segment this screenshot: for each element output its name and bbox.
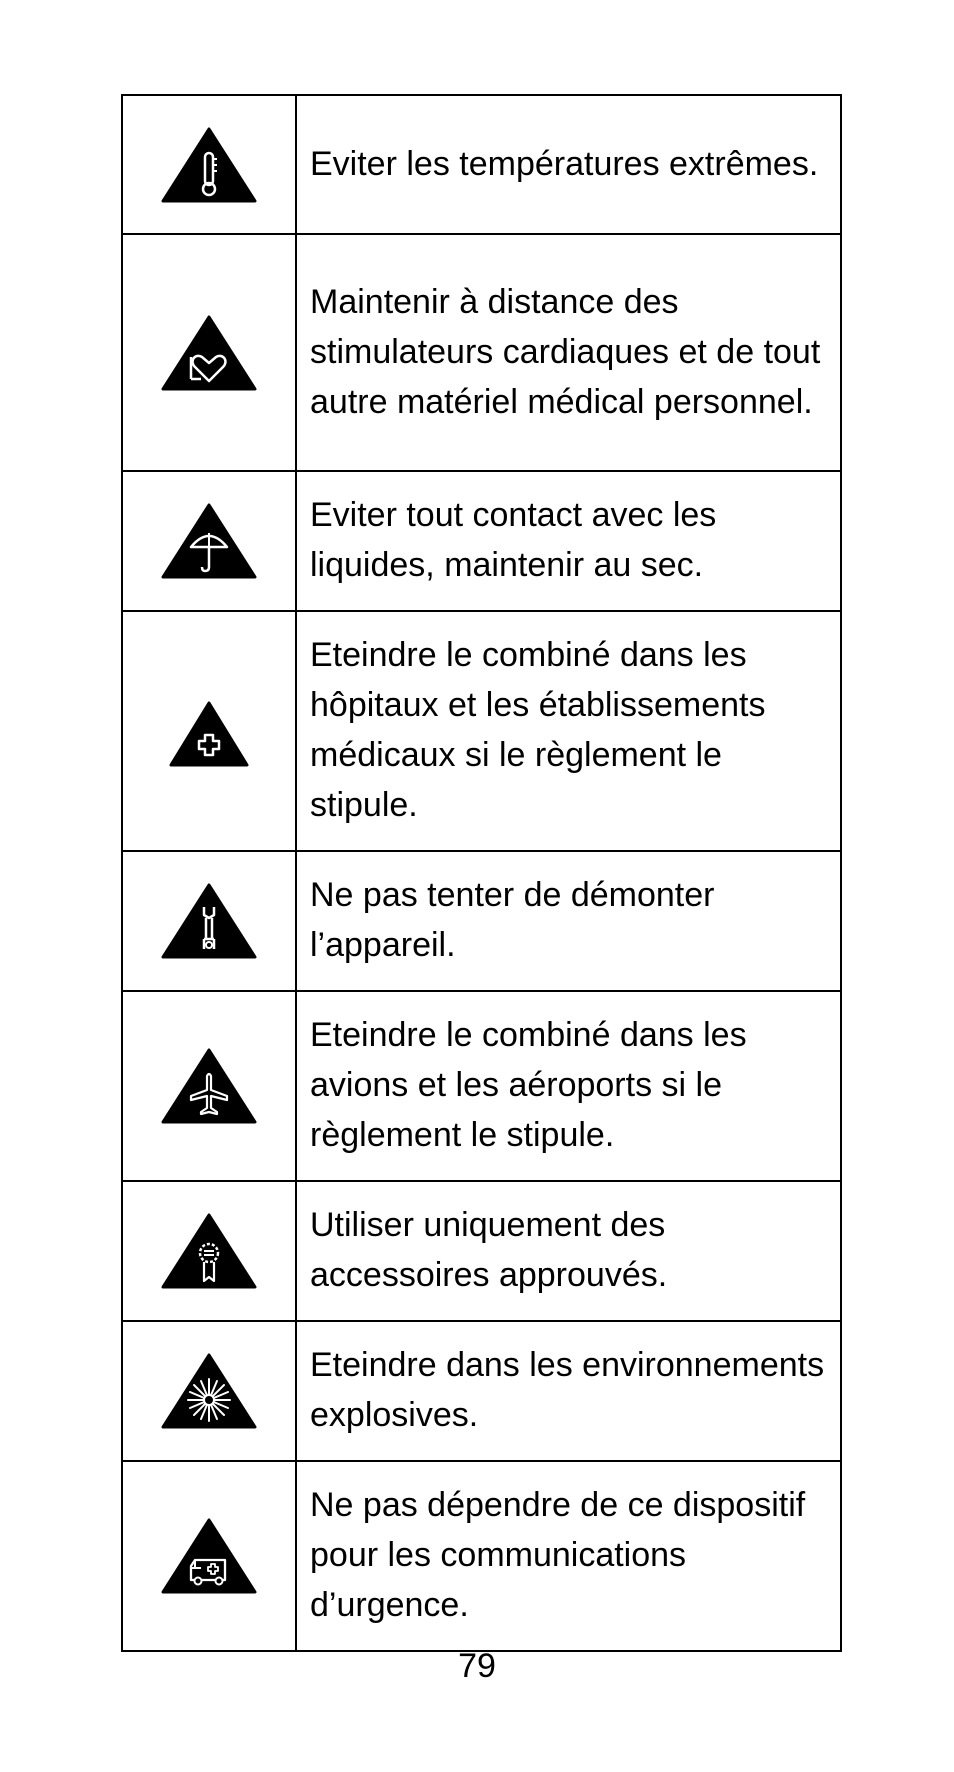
umbrella-icon	[161, 501, 257, 581]
icon-cell	[122, 95, 296, 234]
row-text: Eteindre dans les environnements explosives.	[296, 1321, 841, 1461]
icon-cell	[122, 611, 296, 851]
icon-cell	[122, 991, 296, 1181]
row-text: Utiliser uniquement des accessoires approuvés.	[296, 1181, 841, 1321]
explosion-icon	[161, 1351, 257, 1431]
row-text: Eteindre le combiné dans les avions et les aéroports si le règlement le stipule.	[296, 991, 841, 1181]
table-row	[122, 1321, 841, 1461]
icon-cell	[122, 471, 296, 611]
row-text: Ne pas tenter de démonter l’appareil.	[296, 851, 841, 991]
safety-table	[121, 94, 842, 1652]
icon-cell	[122, 1321, 296, 1461]
table-row	[122, 234, 841, 471]
row-text: Maintenir à distance des stimulateurs cardiaques et de tout autre matériel médical personnel.	[296, 234, 841, 471]
table-row	[122, 851, 841, 991]
row-text: Eviter les températures extrêmes.	[296, 95, 841, 234]
icon-cell	[122, 234, 296, 471]
table-row	[122, 471, 841, 611]
ambulance-icon	[161, 1516, 257, 1596]
table-row	[122, 991, 841, 1181]
row-text: Eteindre le combiné dans les hôpitaux et les établissements médicaux si le règlement le stipule.	[296, 611, 841, 851]
icon-cell	[122, 1181, 296, 1321]
medical-cross-icon	[161, 691, 257, 771]
icon-cell	[122, 851, 296, 991]
icon-cell	[122, 1461, 296, 1651]
thermometer-icon	[161, 125, 257, 205]
table-row	[122, 1181, 841, 1321]
pacemaker-heart-icon	[161, 313, 257, 393]
table-row	[122, 611, 841, 851]
table-row	[122, 1461, 841, 1651]
table-row	[122, 95, 841, 234]
approved-badge-icon	[161, 1211, 257, 1291]
row-text: Ne pas dépendre de ce dispositif pour les communications d’urgence.	[296, 1461, 841, 1651]
wrench-icon	[161, 881, 257, 961]
airplane-icon	[161, 1046, 257, 1126]
page-number: 79	[458, 1647, 496, 1685]
row-text: Eviter tout contact avec les liquides, maintenir au sec.	[296, 471, 841, 611]
